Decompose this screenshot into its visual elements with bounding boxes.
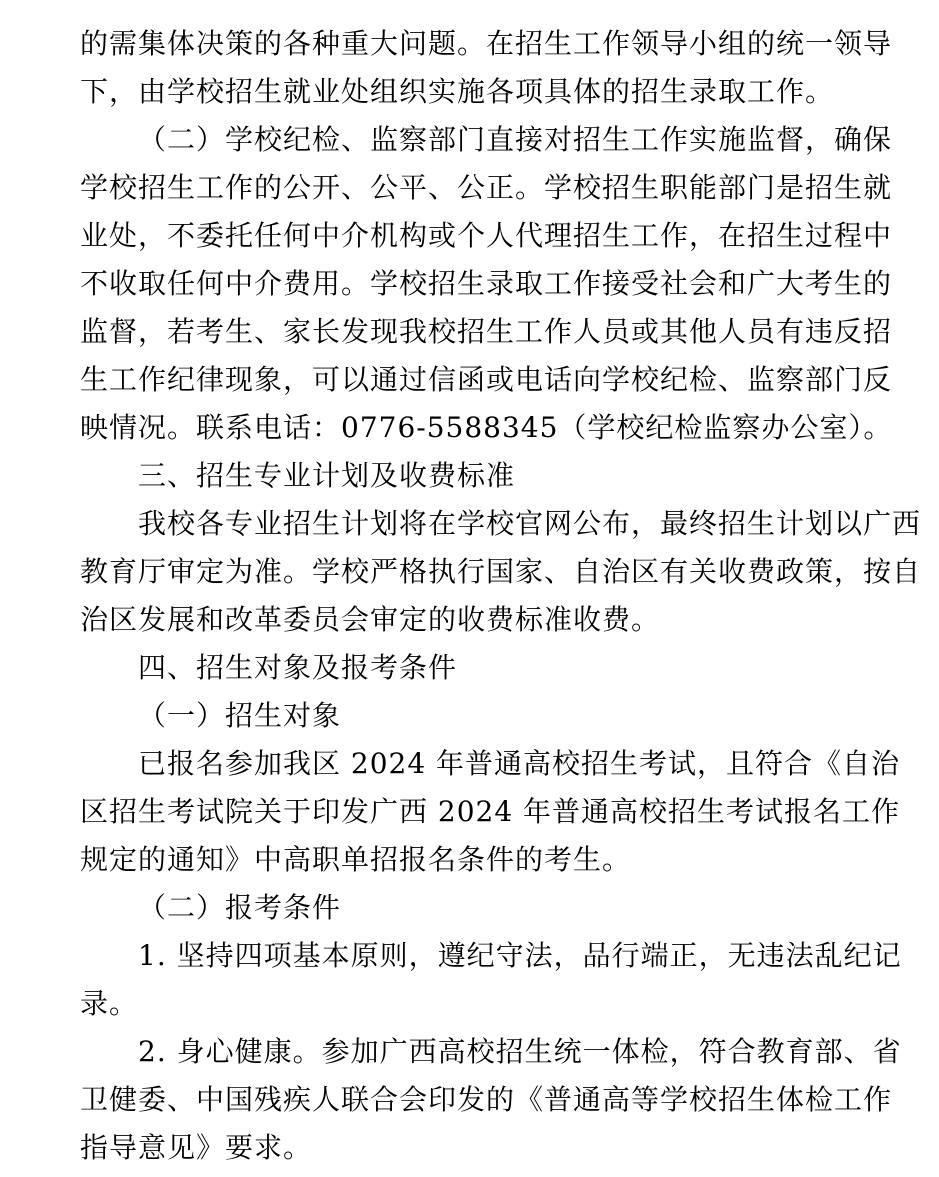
paragraph-line: 2. 身心健康。参加广西高校招生统一体检，符合教育部、省 (138, 1035, 902, 1068)
section-heading: 三、招生专业计划及收费标准 (138, 459, 516, 492)
paragraph-line: 已报名参加我区 2024 年普通高校招生考试，且符合《自治 (138, 747, 901, 780)
paragraph-line: 业处，不委托任何中介机构或个人代理招生工作，在招生过程中 (80, 219, 893, 252)
paragraph-line: 教育厅审定为准。学校严格执行国家、自治区有关收费政策，按自 (80, 555, 922, 588)
paragraph-line: 映情况。联系电话：0776-5588345（学校纪检监察办公室）。 (80, 411, 893, 444)
paragraph-line: 不收取任何中介费用。学校招生录取工作接受社会和广大考生的 (80, 267, 893, 300)
paragraph-line: 卫健委、中国残疾人联合会印发的《普通高等学校招生体检工作 (80, 1083, 893, 1116)
subsection-heading: （一）招生对象 (138, 699, 342, 732)
paragraph-line: 下，由学校招生就业处组织实施各项具体的招生录取工作。 (80, 75, 835, 108)
paragraph-line: 的需集体决策的各种重大问题。在招生工作领导小组的统一领导 (80, 27, 893, 60)
paragraph-line: 监督，若考生、家长发现我校招生工作人员或其他人员有违反招 (80, 315, 893, 348)
subsection-heading: （二）报考条件 (138, 891, 342, 924)
section-heading: 四、招生对象及报考条件 (138, 651, 458, 684)
paragraph-line: 区招生考试院关于印发广西 2024 年普通高校招生考试报名工作 (80, 795, 901, 828)
paragraph-line: 规定的通知》中高职单招报名条件的考生。 (80, 843, 632, 876)
paragraph-line: 指导意见》要求。 (80, 1131, 313, 1164)
paragraph-line: 1. 坚持四项基本原则，遵纪守法，品行端正，无违法乱纪记 (138, 939, 902, 972)
paragraph-line: （二）学校纪检、监察部门直接对招生工作实施监督，确保 (138, 123, 893, 156)
paragraph-line: 学校招生工作的公开、公平、公正。学校招生职能部门是招生就 (80, 171, 893, 204)
paragraph-line: 录。 (80, 987, 139, 1020)
paragraph-line: 生工作纪律现象，可以通过信函或电话向学校纪检、监察部门反 (80, 363, 893, 396)
paragraph-line: 治区发展和改革委员会审定的收费标准收费。 (80, 603, 661, 636)
paragraph-line: 我校各专业招生计划将在学校官网公布，最终招生计划以广西 (138, 507, 922, 540)
